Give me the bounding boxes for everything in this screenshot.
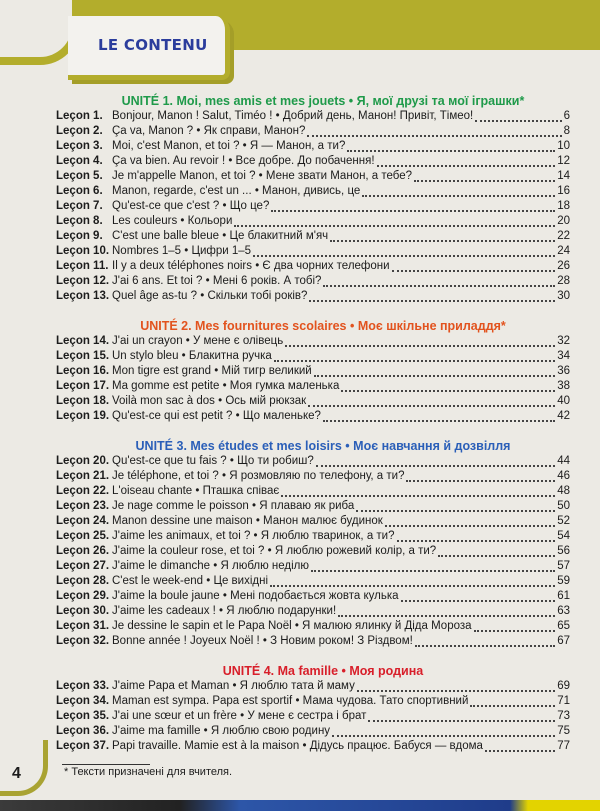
toc-entry[interactable] <box>56 364 570 379</box>
lesson-label: Leçon 37. <box>56 740 110 752</box>
lesson-label: Leçon 20. <box>56 455 110 467</box>
dot-leader <box>470 705 555 707</box>
lesson-title: Manon, regarde, c'est un ... • Манон, дивись, це <box>112 185 361 197</box>
toc-entry[interactable] <box>56 559 570 574</box>
lesson-page: 59 <box>557 575 570 587</box>
toc-entry[interactable] <box>56 499 570 514</box>
lesson-page: 73 <box>557 710 570 722</box>
toc-entry[interactable] <box>56 484 570 499</box>
lesson-label: Leçon 21. <box>56 470 110 482</box>
dot-leader <box>415 645 555 647</box>
lesson-title: Moi, c'est Manon, et toi ? • Я — Манон, а ти? <box>112 140 346 152</box>
dot-leader <box>377 165 556 167</box>
toc-entry[interactable] <box>56 139 570 154</box>
unit-title: UNITÉ 4. Ma famille • Моя родина <box>222 664 424 678</box>
lesson-title: Qu'est-ce que c'est ? • Що це? <box>112 200 270 212</box>
lesson-label: Leçon 24. <box>56 515 110 527</box>
dot-leader <box>392 270 556 272</box>
lesson-title: J'aime les animaux, et toi ? • Я люблю тваринок, а ти? <box>112 530 395 542</box>
dot-leader <box>274 360 555 362</box>
lesson-title: Bonne année ! Joyeux Noël ! • З Новим роком! З Різдвом! <box>112 635 413 647</box>
lesson-label: Leçon 3. <box>56 140 103 152</box>
lesson-label: Leçon 15. <box>56 350 110 362</box>
lesson-label: Leçon 16. <box>56 365 110 377</box>
lesson-label: Leçon 6. <box>56 185 103 197</box>
toc-entry[interactable] <box>56 199 570 214</box>
lesson-title: J'aime le dimanche • Я люблю неділю <box>112 560 310 572</box>
lesson-page: 14 <box>557 170 570 182</box>
lesson-title: C'est une balle bleue • Це блакитний м'яч <box>112 230 329 242</box>
lesson-page: 6 <box>563 110 570 122</box>
lesson-page: 40 <box>557 395 570 407</box>
toc-entry[interactable] <box>56 619 570 634</box>
lesson-page: 18 <box>557 200 570 212</box>
toc-entry[interactable] <box>56 574 570 589</box>
dot-leader <box>314 375 555 377</box>
lesson-title: Maman est sympa. Papa est sportif • Мама чудова. Тато спортивний <box>112 695 469 707</box>
toc-entry[interactable] <box>56 634 570 649</box>
dot-leader <box>285 345 555 347</box>
lesson-title: Nombres 1–5 • Цифри 1–5 <box>112 245 252 257</box>
dot-leader <box>438 555 555 557</box>
toc-entry[interactable] <box>56 469 570 484</box>
lesson-page: 44 <box>557 455 570 467</box>
lesson-label: Leçon 18. <box>56 395 110 407</box>
lesson-title: Ça va bien. Au revoir ! • Все добре. До побачення! <box>112 155 375 167</box>
lesson-label: Leçon 11. <box>56 260 109 272</box>
dot-leader <box>401 600 556 602</box>
toc-entry[interactable] <box>56 124 570 139</box>
dot-leader <box>309 300 555 302</box>
lesson-page: 12 <box>557 155 570 167</box>
lesson-page: 56 <box>557 545 570 557</box>
header-tab <box>68 16 230 80</box>
toc-entry[interactable] <box>56 724 570 739</box>
lesson-title: Ma gomme est petite • Моя гумка маленька <box>112 380 340 392</box>
decorative-corner <box>0 740 48 796</box>
page-title: LE CONTENU <box>98 36 208 54</box>
toc-entry[interactable] <box>56 184 570 199</box>
footnote: * Тексти призначені для вчителя. <box>64 766 233 778</box>
dot-leader <box>406 480 555 482</box>
unit-title: UNITÉ 2. Mes fournitures scolaires • Моє шкільне приладдя* <box>140 319 506 333</box>
lesson-label: Leçon 26. <box>56 545 110 557</box>
lesson-page: 28 <box>557 275 570 287</box>
dot-leader <box>357 690 555 692</box>
lesson-title: Qu'est-ce qui est petit ? • Що маленьке? <box>112 410 321 422</box>
unit-title: UNITÉ 1. Moi, mes amis et mes jouets • Я, мої друзі та мої іграшки* <box>121 94 525 108</box>
lesson-title: J'aime la boule jaune • Мені подобається жовта кулька <box>112 590 399 602</box>
dot-leader <box>414 180 555 182</box>
lesson-title: J'aime ma famille • Я люблю свою родину <box>112 725 331 737</box>
dot-leader <box>281 495 555 497</box>
lesson-title: Il y a deux téléphones noirs • Є два чорних телефони <box>112 260 390 272</box>
dot-leader <box>397 540 556 542</box>
dot-leader <box>323 285 555 287</box>
lesson-label: Leçon 7. <box>56 200 103 212</box>
lesson-label: Leçon 5. <box>56 170 103 182</box>
lesson-title: J'ai une sœur et un frère • У мене є сестра і брат <box>112 710 367 722</box>
lesson-label: Leçon 1. <box>56 110 103 122</box>
lesson-label: Leçon 19. <box>56 410 110 422</box>
toc-entry[interactable] <box>56 679 570 694</box>
dot-leader <box>347 150 555 152</box>
lesson-title: Voilà mon sac à dos • Ось мій рюкзак <box>112 395 307 407</box>
lesson-label: Leçon 35. <box>56 710 110 722</box>
lesson-title: Je nage comme le poisson • Я плаваю як риба <box>112 500 355 512</box>
dot-leader <box>474 630 556 632</box>
toc-entry[interactable] <box>56 229 570 244</box>
dot-leader <box>341 390 555 392</box>
lesson-label: Leçon 23. <box>56 500 110 512</box>
unit-section <box>56 318 570 424</box>
lesson-page: 20 <box>557 215 570 227</box>
lesson-label: Leçon 2. <box>56 125 103 137</box>
lesson-label: Leçon 36. <box>56 725 110 737</box>
lesson-label: Leçon 31. <box>56 620 110 632</box>
dot-leader <box>356 510 555 512</box>
toc-entry[interactable] <box>56 109 570 124</box>
lesson-title: Ça va, Manon ? • Як справи, Манон? <box>112 125 306 137</box>
lesson-label: Leçon 9. <box>56 230 103 242</box>
lesson-page: 52 <box>557 515 570 527</box>
lesson-title: L'oiseau chante • Пташка співає <box>112 485 280 497</box>
lesson-label: Leçon 4. <box>56 155 103 167</box>
lesson-title: Je m'appelle Manon, et toi ? • Мене звати Манон, а тебе? <box>112 170 413 182</box>
dot-leader <box>311 570 555 572</box>
toc-entry[interactable] <box>56 604 570 619</box>
unit-title: UNITÉ 3. Mes études et mes loisirs • Моє навчання й дозвілля <box>135 439 511 453</box>
lesson-label: Leçon 17. <box>56 380 110 392</box>
lesson-page: 69 <box>557 680 570 692</box>
toc-entry[interactable] <box>56 169 570 184</box>
lesson-label: Leçon 29. <box>56 590 110 602</box>
dot-leader <box>332 735 555 737</box>
lesson-page: 67 <box>557 635 570 647</box>
toc-entry[interactable] <box>56 379 570 394</box>
lesson-label: Leçon 25. <box>56 530 110 542</box>
lesson-label: Leçon 14. <box>56 335 110 347</box>
lesson-title: Je dessine le sapin et le Papa Noël • Я малюю ялинку й Діда Мороза <box>112 620 472 632</box>
lesson-label: Leçon 13. <box>56 290 110 302</box>
lesson-page: 71 <box>557 695 570 707</box>
lesson-label: Leçon 32. <box>56 635 110 647</box>
toc-entry[interactable] <box>56 529 570 544</box>
toc-entry[interactable] <box>56 259 570 274</box>
lesson-page: 30 <box>557 290 570 302</box>
lesson-title: J'ai 6 ans. Et toi ? • Мені 6 років. А тобі? <box>112 275 322 287</box>
bottom-edge <box>0 800 600 811</box>
lesson-title: Un stylo bleu • Блакитна ручка <box>112 350 272 362</box>
dot-leader <box>362 195 555 197</box>
toc-entry[interactable] <box>56 274 570 289</box>
unit-section <box>56 438 570 649</box>
footnote-divider <box>62 764 150 765</box>
table-of-contents <box>56 93 570 768</box>
lesson-page: 24 <box>557 245 570 257</box>
lesson-label: Leçon 34. <box>56 695 110 707</box>
lesson-page: 75 <box>557 725 570 737</box>
page-number: 4 <box>12 765 21 782</box>
toc-entry[interactable] <box>56 289 570 304</box>
lesson-title: Quel âge as-tu ? • Скільки тобі років? <box>112 290 308 302</box>
lesson-page: 32 <box>557 335 570 347</box>
lesson-page: 8 <box>563 125 570 137</box>
lesson-label: Leçon 30. <box>56 605 110 617</box>
lesson-title: J'ai un crayon • У мене є олівець <box>112 335 284 347</box>
lesson-title: Les couleurs • Кольори <box>112 215 233 227</box>
dot-leader <box>385 525 555 527</box>
lesson-label: Leçon 27. <box>56 560 110 572</box>
unit-section <box>56 93 570 304</box>
lesson-title: J'aime la couleur rose, et toi ? • Я люблю рожевий колір, а ти? <box>112 545 437 557</box>
lesson-label: Leçon 12. <box>56 275 110 287</box>
lesson-title: Manon dessine une maison • Манон малює будинок <box>112 515 383 527</box>
dot-leader <box>307 135 561 137</box>
toc-entry[interactable] <box>56 214 570 229</box>
toc-entry[interactable] <box>56 154 570 169</box>
lesson-page: 54 <box>557 530 570 542</box>
dot-leader <box>323 420 555 422</box>
toc-entry[interactable] <box>56 739 570 754</box>
lesson-page: 26 <box>557 260 570 272</box>
lesson-page: 16 <box>557 185 570 197</box>
toc-entry[interactable] <box>56 244 570 259</box>
dot-leader <box>271 210 555 212</box>
lesson-label: Leçon 8. <box>56 215 103 227</box>
lesson-page: 36 <box>557 365 570 377</box>
lesson-page: 77 <box>557 740 570 752</box>
toc-entry[interactable] <box>56 454 570 469</box>
lesson-label: Leçon 33. <box>56 680 110 692</box>
dot-leader <box>475 120 561 122</box>
toc-entry[interactable] <box>56 709 570 724</box>
dot-leader <box>308 405 555 407</box>
lesson-label: Leçon 22. <box>56 485 110 497</box>
lesson-page: 63 <box>557 605 570 617</box>
unit-section <box>56 663 570 754</box>
toc-entry[interactable] <box>56 394 570 409</box>
lesson-label: Leçon 28. <box>56 575 110 587</box>
toc-entry[interactable] <box>56 589 570 604</box>
dot-leader <box>330 240 555 242</box>
lesson-page: 46 <box>557 470 570 482</box>
lesson-page: 61 <box>557 590 570 602</box>
dot-leader <box>234 225 555 227</box>
dot-leader <box>316 465 555 467</box>
toc-entry[interactable] <box>56 349 570 364</box>
lesson-page: 38 <box>557 380 570 392</box>
toc-entry[interactable] <box>56 334 570 349</box>
lesson-page: 50 <box>557 500 570 512</box>
toc-entry[interactable] <box>56 409 570 424</box>
dot-leader <box>338 615 555 617</box>
toc-entry[interactable] <box>56 544 570 559</box>
lesson-page: 65 <box>557 620 570 632</box>
dot-leader <box>368 720 555 722</box>
dot-leader <box>253 255 555 257</box>
lesson-title: Bonjour, Manon ! Salut, Timéo ! • Добрий день, Манон! Привіт, Тімео! <box>112 110 474 122</box>
lesson-title: J'aime les cadeaux ! • Я люблю подарунки! <box>112 605 337 617</box>
lesson-page: 42 <box>557 410 570 422</box>
lesson-title: C'est le week-end • Це вихідні <box>112 575 269 587</box>
lesson-title: Qu'est-ce que tu fais ? • Що ти робиш? <box>112 455 314 467</box>
lesson-page: 48 <box>557 485 570 497</box>
lesson-page: 34 <box>557 350 570 362</box>
toc-entry[interactable] <box>56 694 570 709</box>
lesson-page: 22 <box>557 230 570 242</box>
lesson-label: Leçon 10. <box>56 245 110 257</box>
dot-leader <box>485 750 555 752</box>
lesson-page: 10 <box>557 140 570 152</box>
lesson-title: Papi travaille. Mamie est à la maison • Дідусь працює. Бабуся — вдома <box>112 740 483 752</box>
lesson-page: 57 <box>557 560 570 572</box>
lesson-title: Je téléphone, et toi ? • Я розмовляю по телефону, а ти? <box>112 470 405 482</box>
lesson-title: Mon tigre est grand • Мій тигр великий <box>112 365 312 377</box>
toc-entry[interactable] <box>56 514 570 529</box>
dot-leader <box>270 585 555 587</box>
lesson-title: J'aime Papa et Maman • Я люблю тата й маму <box>112 680 355 692</box>
